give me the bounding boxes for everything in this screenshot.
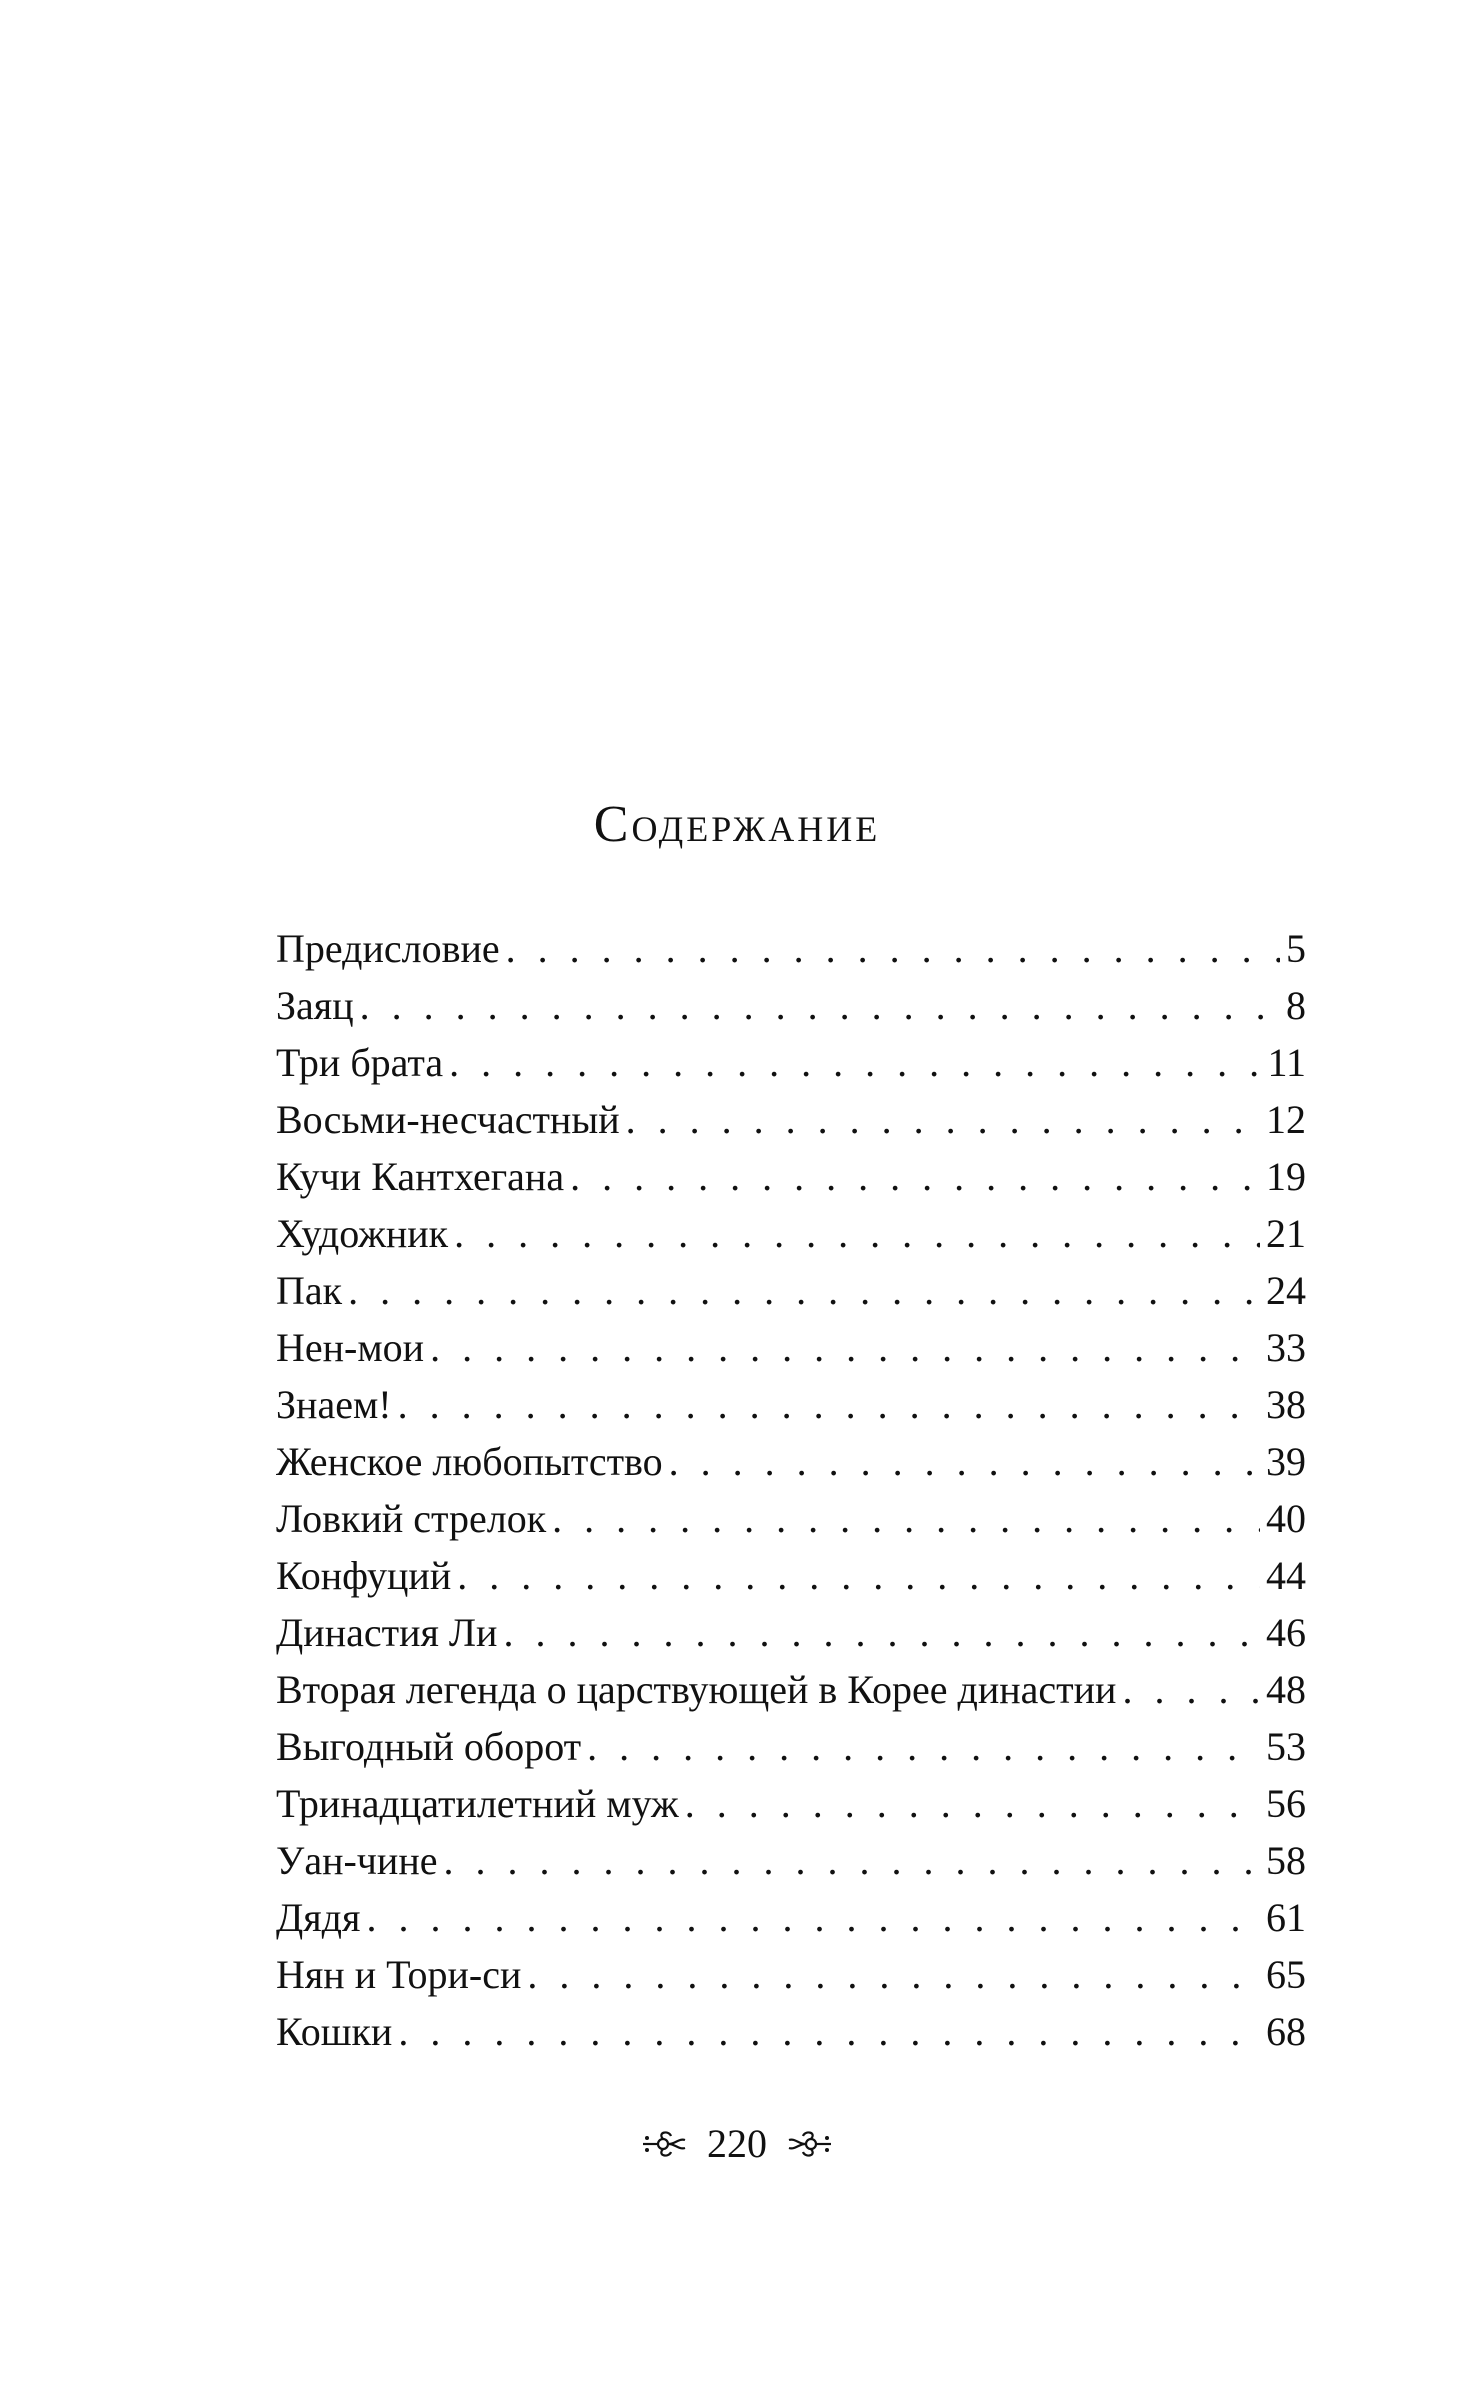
toc-entry — [276, 1604, 1306, 1661]
toc-entry-page: 58 — [1266, 1838, 1306, 1883]
toc-entry-page: 12 — [1266, 1097, 1306, 1142]
toc-entry-page: 56 — [1266, 1781, 1306, 1826]
toc-entry-page: 48 — [1266, 1667, 1306, 1712]
dot-leader — [398, 1376, 1260, 1433]
dot-leader — [360, 977, 1280, 1034]
toc-entry — [276, 1490, 1306, 1547]
toc-entry-title: Вторая легенда о царствующей в Корее династии — [276, 1667, 1117, 1712]
toc-entry — [276, 1775, 1306, 1832]
toc-entry-title: Заяц — [276, 983, 354, 1028]
toc-entry-page: 68 — [1266, 2009, 1306, 2054]
toc-entry-title: Знаем! — [276, 1382, 392, 1427]
toc-entry-title: Конфуций — [276, 1553, 452, 1598]
toc-entry-title: Династия Ли — [276, 1610, 498, 1655]
dot-leader — [626, 1091, 1260, 1148]
dot-leader — [398, 2003, 1260, 2060]
toc-entry-title: Женское любопытство — [276, 1439, 663, 1484]
toc-entry — [276, 1091, 1306, 1148]
toc-entry-page: 8 — [1286, 983, 1306, 1028]
toc-entry — [276, 1034, 1306, 1091]
toc-entry — [276, 1718, 1306, 1775]
page-title: Содержание — [593, 795, 881, 853]
dot-leader — [506, 920, 1280, 977]
dot-leader — [1122, 1661, 1260, 1718]
toc-entry-page: 11 — [1267, 1040, 1306, 1085]
toc-entry — [276, 1832, 1306, 1889]
toc-entry — [276, 1889, 1306, 1946]
toc-entry-page: 46 — [1266, 1610, 1306, 1655]
dot-leader — [449, 1034, 1261, 1091]
toc-entry-title: Пак — [276, 1268, 343, 1313]
dot-leader — [685, 1775, 1260, 1832]
floral-ornament-icon — [785, 2126, 835, 2162]
dot-leader — [503, 1604, 1260, 1661]
toc-entry — [276, 1205, 1306, 1262]
dot-leader — [669, 1433, 1260, 1490]
toc-entry-page: 21 — [1266, 1211, 1306, 1256]
toc-entry — [276, 1661, 1306, 1718]
floral-ornament-icon — [639, 2126, 689, 2162]
toc-entry-page: 38 — [1266, 1382, 1306, 1427]
toc-entry-title: Выгодный оборот — [276, 1724, 582, 1769]
page-footer — [0, 2120, 1474, 2167]
toc-entry — [276, 2003, 1306, 2060]
toc-entry — [276, 920, 1306, 977]
dot-leader — [587, 1718, 1260, 1775]
toc-entry — [276, 977, 1306, 1034]
toc-entry-title: Восьми-несчастный — [276, 1097, 620, 1142]
toc-entry — [276, 1547, 1306, 1604]
toc-entry-title: Три брата — [276, 1040, 444, 1085]
toc-entry-page: 39 — [1266, 1439, 1306, 1484]
toc-entry-page: 40 — [1266, 1496, 1306, 1541]
toc-entry-page: 19 — [1266, 1154, 1306, 1199]
dot-leader — [527, 1946, 1260, 2003]
toc-entry-title: Нен-мои — [276, 1325, 425, 1370]
page-number: 220 — [707, 2121, 767, 2166]
toc-entry-title: Предисловие — [276, 926, 500, 971]
toc-entry — [276, 1148, 1306, 1205]
dot-leader — [454, 1205, 1260, 1262]
toc-entry-page: 53 — [1266, 1724, 1306, 1769]
toc-entry — [276, 1376, 1306, 1433]
toc-entry — [276, 1433, 1306, 1490]
dot-leader — [366, 1889, 1260, 1946]
dot-leader — [552, 1490, 1260, 1547]
dot-leader — [348, 1262, 1260, 1319]
dot-leader — [570, 1148, 1260, 1205]
dot-leader — [457, 1547, 1260, 1604]
toc-entry-page: 44 — [1266, 1553, 1306, 1598]
toc-entry-title: Ловкий стрелок — [276, 1496, 547, 1541]
dot-leader — [430, 1319, 1260, 1376]
toc-entry — [276, 1319, 1306, 1376]
toc-entry-title: Нян и Тори-си — [276, 1952, 522, 1997]
toc-entry — [276, 1262, 1306, 1319]
toc-entry-page: 33 — [1266, 1325, 1306, 1370]
dot-leader — [443, 1832, 1260, 1889]
toc-entry-title: Художник — [276, 1211, 449, 1256]
toc-entry-page: 24 — [1266, 1268, 1306, 1313]
toc-entry-title: Тринадцатилетний муж — [276, 1781, 679, 1826]
toc-entry-title: Уан-чине — [276, 1838, 438, 1883]
table-of-contents — [276, 920, 1306, 2060]
toc-entry — [276, 1946, 1306, 2003]
toc-entry-page: 65 — [1266, 1952, 1306, 1997]
toc-entry-page: 5 — [1286, 926, 1306, 971]
toc-entry-title: Дядя — [276, 1895, 361, 1940]
toc-entry-title: Кучи Кантхегана — [276, 1154, 565, 1199]
toc-entry-title: Кошки — [276, 2009, 393, 2054]
toc-entry-page: 61 — [1266, 1895, 1306, 1940]
